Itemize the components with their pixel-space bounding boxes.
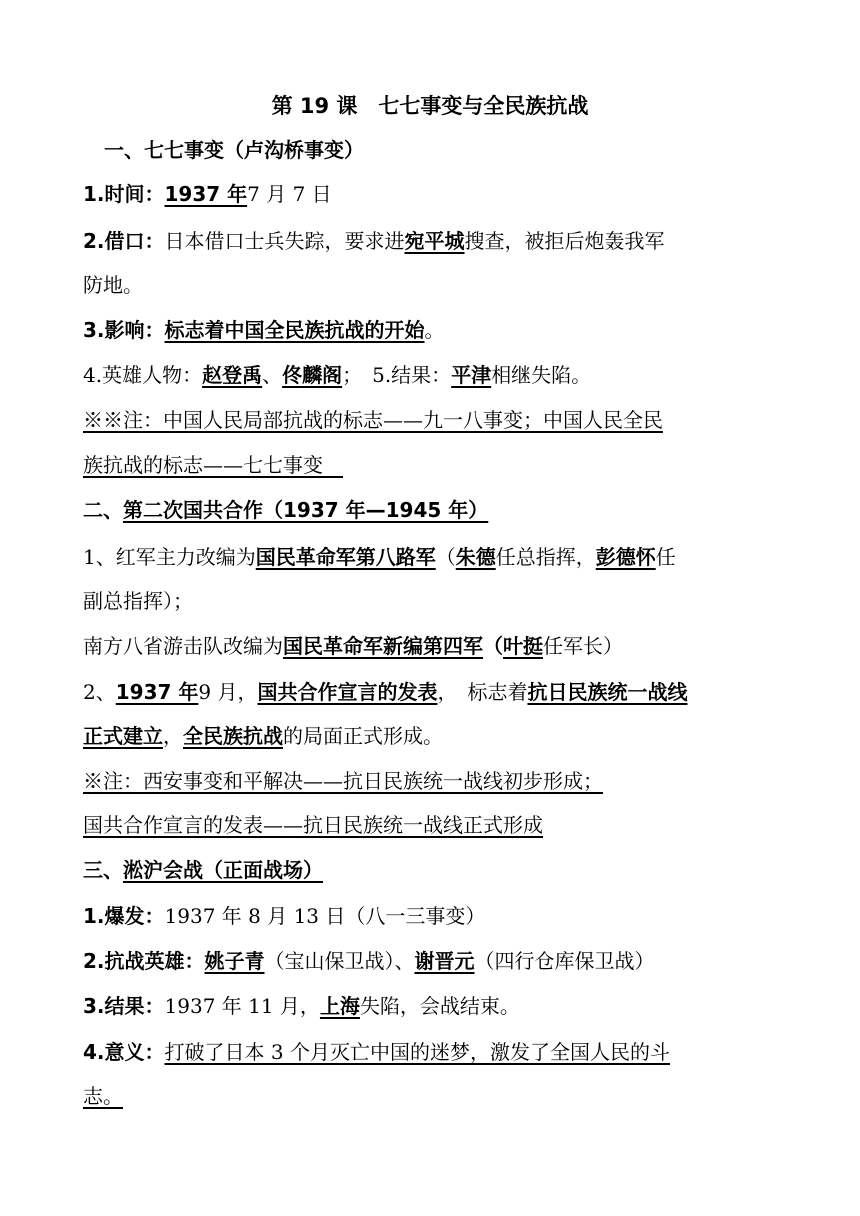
result-3-label: 3.结果： (83, 994, 165, 1018)
eighth-route-army: 国民革命军第八路军 (255, 545, 436, 569)
heroes-label: 4.英雄人物： (83, 363, 203, 387)
outbreak-value: 1937 年 8 月 13 日（八一三事变） (164, 904, 486, 928)
decl-mid: ， 标志着 (437, 680, 528, 704)
pretext-line (83, 222, 783, 260)
national-war: 全民族抗战 (183, 724, 283, 748)
note-2-line-a: ※注：西安事变和平解决——抗日民族统一战线初步形成； (83, 769, 603, 793)
section-2-heading (83, 491, 783, 529)
army-paren: （ (435, 545, 456, 569)
n4a-text-a: 南方八省游击队改编为 (83, 634, 283, 658)
meaning-label: 4.意义： (83, 1040, 165, 1064)
n4a-end: 任军长） (543, 634, 623, 658)
section-1-heading: 一、七七事变（卢沟桥事变） (104, 138, 364, 162)
result-3-line (83, 987, 783, 1025)
time-rest: 7 月 7 日 (247, 182, 332, 206)
pretext-line-2: 防地。 (83, 273, 143, 297)
section-3-prefix: 三、 (83, 858, 123, 882)
hero-tong: 佟麟阁 (282, 363, 343, 387)
ye-ting: 叶挺 (503, 634, 543, 658)
outbreak-label: 1.爆发： (83, 904, 165, 928)
note-1-line-b: 族抗战的标志——七七事变 (83, 453, 343, 477)
pretext-text-b: 搜查，被拒后炮轰我军 (464, 229, 665, 253)
shanghai: 上海 (319, 994, 360, 1018)
section-3-heading (83, 851, 783, 889)
section-2-title: 第二次国共合作（1937 年—1945 年） (123, 498, 489, 522)
pretext-text-a: 日本借口士兵失踪，要求进 (164, 229, 405, 253)
decl-prefix: 2、 (83, 680, 116, 704)
lesson-title: 第 19 课 七七事变与全民族抗战 (271, 94, 589, 118)
result-label: ； 5.结果： (342, 363, 452, 387)
formally-established: 正式建立 (83, 724, 163, 748)
pretext-city: 宛平城 (404, 229, 465, 253)
army-end: 任 (655, 545, 676, 569)
time-label: 1.时间： (83, 182, 165, 206)
n4a-paren: （ (483, 634, 503, 658)
result-rest: 相继失陷。 (491, 363, 592, 387)
new-fourth-army-line (83, 627, 783, 665)
hero-separator: 、 (262, 363, 283, 387)
hero-zhao: 赵登禹 (202, 363, 263, 387)
decl-comma: ， (163, 724, 183, 748)
heroes-3-label: 2.抗战英雄： (83, 949, 205, 973)
heroes-3-line (83, 942, 783, 980)
outbreak-line (83, 897, 783, 935)
note-2-line-b: 国共合作宣言的发表——抗日民族统一战线正式形成 (83, 813, 543, 837)
meaning-line-1 (83, 1033, 783, 1071)
decl-month: 9 月， (198, 680, 258, 704)
section-3-title: 淞沪会战（正面战场） (123, 858, 323, 882)
section-2-prefix: 二、 (83, 498, 123, 522)
heroes-result-line (83, 356, 783, 394)
decl-year: 1937 年 (115, 680, 199, 704)
result-3-rest: 失陷，会战结束。 (359, 994, 520, 1018)
declaration-line-2 (83, 717, 783, 755)
yao-ziqing: 姚子青 (204, 949, 265, 973)
declaration-line-1 (83, 673, 783, 711)
impact-line (83, 311, 783, 349)
time-year: 1937 年 (164, 182, 248, 206)
impact-label: 3.影响： (83, 318, 165, 342)
time-line (83, 175, 783, 213)
note-1-line-a: ※※注：中国人民局部抗战的标志——九一八事变；中国人民全民 (83, 408, 663, 432)
army-text-a: 1、红军主力改编为 (83, 545, 256, 569)
peng-dehuai: 彭德怀 (595, 545, 656, 569)
army-mid: 任总指挥， (495, 545, 596, 569)
impact-value: 标志着中国全民族抗战的开始 (164, 318, 425, 342)
xie-note: （四行仓库保卫战） (474, 949, 655, 973)
meaning-text-a: 打破了日本 3 个月灭亡中国的迷梦，激发了全国人民的斗 (164, 1040, 670, 1064)
decl-end: 的局面正式形成。 (283, 724, 443, 748)
army-line-1 (83, 538, 783, 576)
impact-end: 。 (424, 318, 445, 342)
new-fourth-army: 国民革命军新编第四军 (283, 634, 483, 658)
yao-note: （宝山保卫战）、 (264, 949, 415, 973)
declaration: 国共合作宣言的发表 (257, 680, 438, 704)
meaning-line-2: 志。 (83, 1084, 123, 1108)
united-front: 抗日民族统一战线 (527, 680, 688, 704)
xie-jinyuan: 谢晋元 (414, 949, 475, 973)
zhu-de: 朱德 (455, 545, 496, 569)
army-line-2: 副总指挥）； (83, 589, 193, 613)
result-3-date: 1937 年 11 月， (164, 994, 320, 1018)
pretext-label: 2.借口： (83, 229, 165, 253)
result-place: 平津 (451, 363, 492, 387)
